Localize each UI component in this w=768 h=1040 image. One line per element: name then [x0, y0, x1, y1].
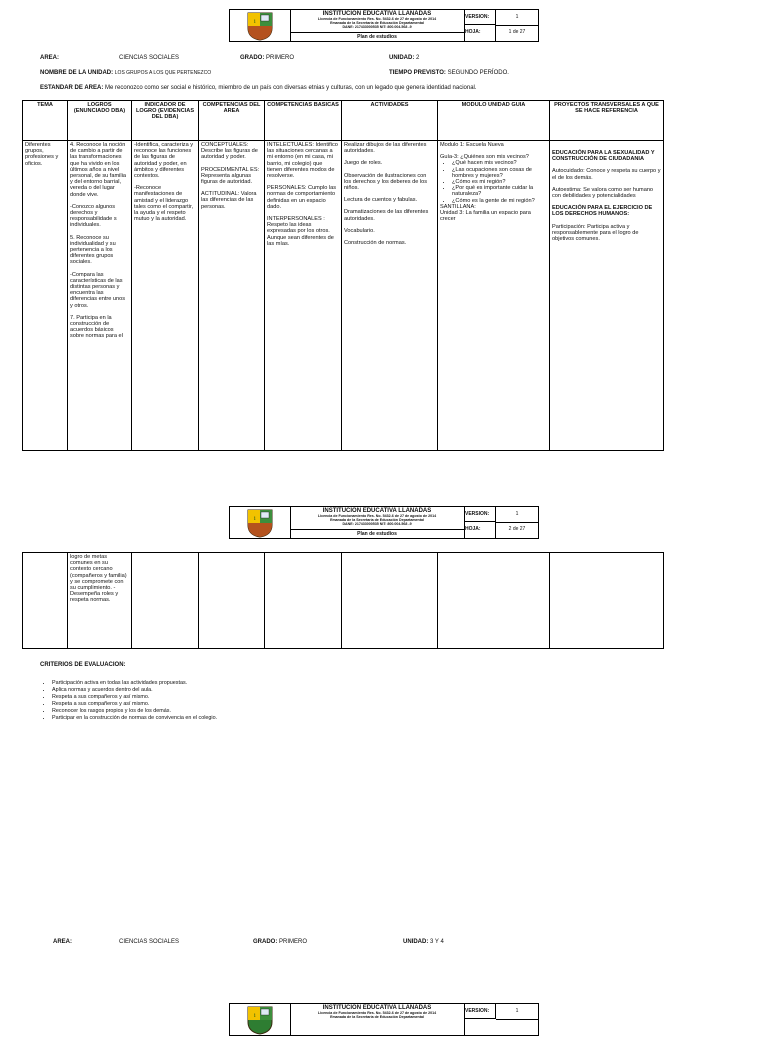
area-value: CIENCIAS SOCIALES — [119, 939, 180, 945]
list-item: • Respeta a sus compañeros y así mismo. — [52, 694, 217, 701]
nombre-value: LOS GRUPOS A LOS QUE PERTENEZCO — [114, 70, 212, 76]
cell-proyectos — [550, 553, 664, 649]
header-secretaria: Emanada de la Secretaría de Educación Departamental — [330, 1015, 424, 1020]
competencia-area-item: ACTITUDINAL: Valora las diferencias de las personas. — [201, 191, 257, 210]
cell-indicadores — [132, 553, 199, 649]
criterios-section — [40, 662, 217, 722]
cell-modulo — [438, 553, 550, 649]
institution-name: INSTITUCION EDUCATIVA LLANADAS — [322, 11, 432, 17]
hoja-value: 2 de 27 — [508, 526, 526, 532]
list-item: • ¿Por qué es importante cuidar la naturaleza? — [452, 185, 547, 197]
unidad-line — [389, 55, 419, 61]
criterios-title: CRITERIOS DE EVALUACION: — [40, 662, 126, 668]
proyecto-text: Autocuidado: Conoce y respeta su cuerpo y el de los demás. — [552, 168, 661, 181]
header-plan: Plan de estudios — [290, 529, 464, 538]
col-competencias-area: COMPETENCIAS DEL AREA — [199, 101, 265, 141]
grado-value: PRIMERO — [266, 55, 295, 61]
proyecto-text: Participación: Participa activa y responsablemente para el logro de objetivos comunes. — [552, 223, 639, 243]
unidad-label: UNIDAD: — [403, 939, 429, 945]
competencia-area-item: CONCEPTUALES: Describe las figuras de autoridad y poder. — [201, 142, 258, 161]
col-tema: TEMA — [23, 101, 68, 141]
version-value: 1 — [496, 507, 538, 523]
version-value: 1 — [496, 1004, 538, 1020]
grado-label: GRADO: — [240, 55, 265, 61]
competencia-area-item: PROCEDIMENTAL ES: Representa algunas figuras de autoridad. — [201, 166, 260, 186]
header-center — [290, 507, 465, 538]
list-item: • ¿Las ocupaciones son cosas de hombres y mujeres? — [452, 167, 547, 179]
tiempo-label: TIEMPO PREVISTO: — [389, 70, 446, 76]
proyecto-title: EDUCACIÓN PARA EL EJERCICIO DE LOS DERECHOS HUMANOS: — [552, 205, 653, 218]
cell-competencias-basicas — [265, 553, 342, 649]
version-label: VERSION: — [464, 507, 496, 522]
competencia-basica-item: INTELECTUALES: Identifico las situaciones cercanas a mi entorno (en mi casa, mi barrio, mi colegio) que tienen diferentes modos de resolverse. — [267, 142, 338, 180]
indicador-item: -Reconoce manifestaciones de amistad y el liderazgo tales como el compartir, la ayuda y el respeto mutuo y la autoridad. — [134, 185, 194, 223]
cell-actividades — [342, 553, 438, 649]
version-label: VERSION: — [464, 1004, 496, 1019]
table-row — [23, 553, 664, 649]
logro-item: -Conozco algunos derechos y responsabilidade s individuales. — [70, 203, 117, 229]
unidad-value: 2 — [416, 55, 420, 61]
cell-indicadores — [132, 141, 199, 451]
unidad-value: 3 Y 4 — [430, 939, 444, 945]
grado-line — [240, 55, 294, 61]
list-item: • ¿Cómo es la gente de mi región? — [452, 198, 547, 204]
logro-item: 5. Reconoce su individualidad y su pertenencia a los diferentes grupos sociales. — [70, 234, 116, 266]
cell-modulo — [438, 141, 550, 451]
list-item: • Participar en la construcción de normas de convivencia en el colegio. — [52, 715, 217, 722]
institution-name: INSTITUCION EDUCATIVA LLANADAS — [322, 508, 432, 514]
header-plan: Plan de estudios — [290, 32, 464, 41]
header-secretaria: Emanada de la Secretaría de Educación Departamental — [330, 21, 424, 26]
header-center — [290, 1004, 465, 1035]
list-item: • Respeta a sus compañeros y así mismo. — [52, 701, 217, 708]
col-modulo: MODULO UNIDAD GUIA — [438, 101, 550, 141]
area-label: AREA: — [40, 55, 59, 61]
grado-value: PRIMERO — [279, 939, 308, 945]
modulo-title: Modulo 1: Escuela Nueva — [440, 142, 504, 148]
cell-logros — [68, 141, 132, 451]
estandar-line — [40, 85, 477, 91]
estandar-value: Me reconozco como ser social e histórico, miembro de un país con diversas etnias y culturas, con un legado que genera identidad nacional. — [105, 85, 477, 91]
header-dane: DANE: 217433000535 NIT: 800.004.568 -9 — [342, 522, 412, 527]
estandar-label: ESTANDAR DE AREA: — [40, 85, 104, 91]
modulo-santillana: SANTILLANA: — [440, 203, 476, 210]
school-logo — [230, 1004, 291, 1035]
list-item: • ¿Cómo es mi región? — [452, 179, 547, 185]
hoja-label: HOJA: — [464, 522, 496, 538]
svg-text:i: i — [254, 1013, 256, 1019]
actividad-item: Vocabulario. — [344, 227, 375, 234]
proyecto-title: EDUCACIÓN PARA LA SEXUALIDAD Y CONSTRUCCIÓN DE CIUDADANIA — [552, 150, 655, 163]
col-competencias-basicas: COMPETENCIAS BASICAS — [265, 101, 342, 141]
actividad-item: Lectura de cuentos y fabulas. — [344, 197, 418, 204]
svg-text:i: i — [254, 19, 256, 25]
nombre-label: NOMBRE DE LA UNIDAD: — [40, 70, 114, 76]
header-license: Licencia de Funcionamiento Res. No. 5432-6 de 27 de agosto de 2014 — [317, 17, 437, 21]
area-value: CIENCIAS SOCIALES — [119, 55, 180, 61]
cell-actividades — [342, 141, 438, 451]
actividad-item: Observación de ilustraciones con los derechos y los deberes de los niños. — [344, 172, 428, 192]
school-logo — [230, 507, 291, 538]
cell-competencias-basicas — [265, 141, 342, 451]
proyecto-text: Autoestima: Se valora como ser humano con debilidades y potencialidades — [552, 186, 654, 200]
col-actividades: ACTIVIDADES — [342, 101, 438, 141]
modulo-guia: Guía-3: ¿Quiénes son mis vecinos? — [440, 154, 529, 161]
col-indicador: INDICADOR DE LOGRO (EVIDENCIAS DEL DBA) — [132, 101, 199, 141]
list-item: • Participación activa en todas las actividades propuestas. — [52, 680, 217, 687]
school-logo — [230, 10, 291, 41]
document-header — [229, 1003, 539, 1036]
area-line — [40, 55, 59, 61]
version-label: VERSION: — [464, 10, 496, 25]
cell-proyectos — [550, 141, 664, 451]
col-logros: LOGROS (ENUNCIADO DBA) — [68, 101, 132, 141]
header-secretaria: Emanada de la Secretaría de Educación Departamental — [330, 518, 424, 523]
plan-table — [22, 100, 664, 451]
cell-tema: Diferentes grupos, profesiones y oficios. — [23, 141, 68, 451]
plan-table-continued — [22, 552, 664, 649]
unidad-label: UNIDAD: — [389, 55, 415, 61]
grado-label: GRADO: — [253, 939, 278, 945]
competencia-basica-item: PERSONALES: Cumplo las normas de comportamiento definidas en un espacio dado. — [267, 185, 337, 210]
header-center — [290, 10, 465, 41]
logro-item: 7. Participa en la construcción de acuerdos básicos sobre normas para el — [70, 314, 123, 340]
cell-logros: logro de metas comunes en su contexto cercano (compañeros y familia) y se compromete con su cumplimiento. -Desempeña roles y respeta normas. — [68, 553, 132, 649]
modulo-list — [440, 160, 547, 203]
cell-competencias-area — [199, 141, 265, 451]
area-line — [53, 939, 72, 945]
indicador-item: -Identifica, caracteriza y reconoce las funciones de las figuras de autoridad y poder, en ámbitos y diferentes contextos. — [134, 142, 194, 180]
tiempo-line — [389, 70, 509, 76]
unidad-line — [403, 939, 444, 945]
list-item: • ¿Qué hacen mis vecinos? — [452, 160, 547, 166]
hoja-value: 1 de 27 — [508, 29, 526, 35]
document-header — [229, 9, 539, 42]
version-value: 1 — [496, 10, 538, 26]
logro-item: 4. Reconoce la noción de cambio a partir de las transformaciones que ha vivido en los últimos años a nivel personal, de su familia y del entorno barrial, vereda o del lugar donde vive. — [70, 142, 126, 198]
cell-tema — [23, 553, 68, 649]
table-header-row — [23, 101, 664, 141]
list-item: • Aplica normas y acuerdos dentro del aula. — [52, 687, 217, 694]
modulo-unidad: Unidad 3: La familia un espacio para crecer — [440, 210, 531, 223]
svg-text:i: i — [254, 516, 256, 522]
col-proyectos: PROYECTOS TRANSVERSALES A QUE SE HACE REFERENCIA — [550, 101, 664, 141]
area-label: AREA: — [53, 939, 72, 945]
actividad-item: Construcción de normas. — [344, 240, 407, 247]
table-row — [23, 141, 664, 451]
grado-line — [253, 939, 307, 945]
list-item: • Reconocer los rasgos propios y los de los demás. — [52, 708, 217, 715]
document-header — [229, 506, 539, 539]
actividad-item: Dramatizaciones de las diferentes autoridades. — [344, 209, 429, 222]
criterios-list — [40, 680, 217, 722]
tiempo-value: SEGUNDO PERÍODO. — [447, 70, 509, 76]
hoja-label: HOJA: — [464, 25, 496, 41]
actividad-item: Juego de roles. — [344, 160, 383, 167]
header-dane: DANE: 217433000535 NIT: 800.004.568 -9 — [342, 25, 412, 30]
nombre-line — [40, 70, 211, 76]
competencia-basica-item: INTERPERSONALES : Respeto las ideas expresadas por los otros. Aunque sean diferentes de las mías. — [267, 216, 334, 247]
actividad-item: Realizar dibujos de las diferentes autoridades. — [344, 142, 427, 155]
header-license: Licencia de Funcionamiento Res. No. 5432-6 de 27 de agosto de 2014 — [317, 1011, 437, 1015]
institution-name: INSTITUCION EDUCATIVA LLANADAS — [322, 1005, 432, 1011]
cell-competencias-area — [199, 553, 265, 649]
logro-item: -Compara las características de las distintas personas y encuentra las diferencias entre unos y otros. — [70, 271, 126, 309]
header-license: Licencia de Funcionamiento Res. No. 5432-6 de 27 de agosto de 2014 — [317, 514, 437, 518]
